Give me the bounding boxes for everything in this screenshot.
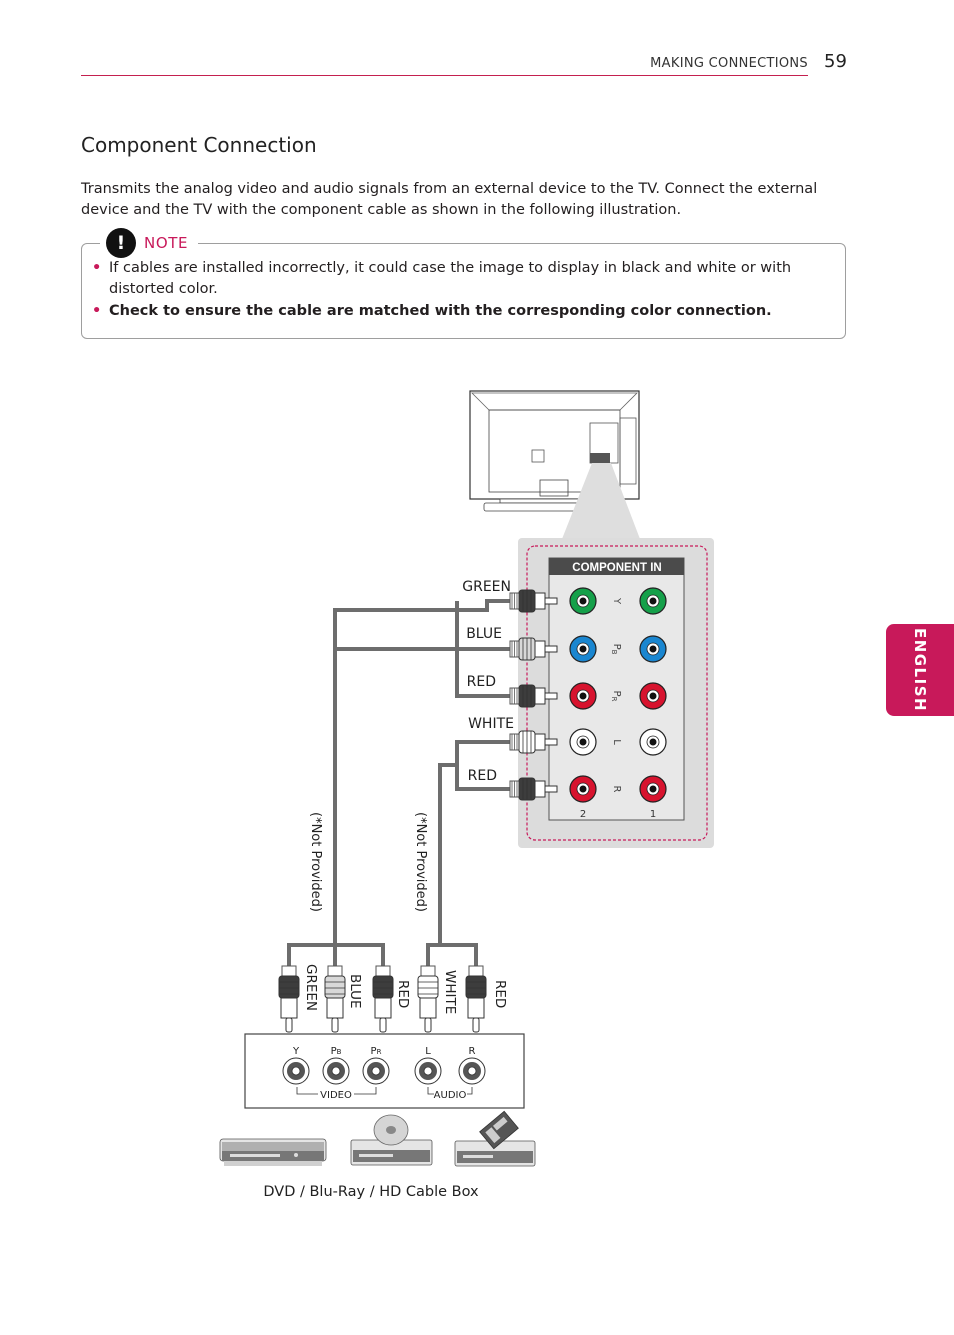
cable-label-red: RED [466, 674, 496, 690]
not-provided-video: (*Not Provided) [308, 812, 323, 912]
cable-label-red-audio: RED [467, 768, 497, 784]
tv-port-label-blue: $P_B$ [610, 643, 622, 655]
tv-port-label-white: L [611, 739, 622, 745]
device-jack-center [292, 1067, 300, 1075]
video-group-label: VIDEO [320, 1090, 352, 1101]
tv-jack-pin [580, 739, 587, 746]
bullet-icon: • [92, 260, 102, 276]
device-port-label-red: PR [370, 1046, 382, 1057]
cable-label-green: GREEN [462, 579, 511, 595]
tv-jack-pin [580, 786, 587, 793]
bullet-icon: • [92, 303, 102, 319]
tv-jack-pin [650, 598, 657, 605]
component-in-title: COMPONENT IN [572, 562, 662, 574]
tv-jack-pin [650, 739, 657, 746]
device-jack-center [332, 1067, 340, 1075]
device-plug-green [279, 966, 299, 1032]
language-tab-label: ENGLISH [911, 627, 929, 713]
plug-label-blue: BLUE [347, 974, 363, 1009]
tv-port-label-subscript: B [610, 649, 618, 655]
device-plug-white [418, 966, 438, 1032]
tv-port-label-subscript: R [610, 696, 618, 702]
tv-port-label-red: $P_R$ [610, 690, 622, 702]
input-number-1: 1 [649, 809, 657, 820]
header-section-title: MAKING CONNECTIONS [650, 56, 808, 71]
dvd-player-icon [220, 1139, 326, 1166]
device-port-label-green: Y [292, 1046, 300, 1057]
plug-label-red-audio: RED [492, 980, 508, 1009]
tv-jack-pin [580, 598, 587, 605]
plug-label-red: RED [395, 980, 411, 1009]
plug-label-white: WHITE [442, 970, 458, 1015]
device-jack-center [424, 1067, 432, 1075]
intro-paragraph: Transmits the analog video and audio signals from an external device to the TV. Connect the external device and the TV with the component cable as shown in the following illustration. [81, 181, 818, 218]
device-port-label-red-audio: R [468, 1046, 476, 1057]
device-plug-red-audio [466, 966, 486, 1032]
audio-group-label: AUDIO [433, 1090, 467, 1101]
page-number: 59 [824, 51, 847, 72]
device-port-label-subscript: B [336, 1048, 342, 1056]
device-plug-blue [325, 966, 345, 1032]
cable-wires [289, 601, 510, 975]
device-plug-red [373, 966, 393, 1032]
not-provided-audio: (*Not Provided) [413, 812, 428, 912]
tv-jack-pin [580, 693, 587, 700]
tv-port-label-green: Y [611, 597, 622, 605]
tv-jack-pin [650, 693, 657, 700]
tv-jack-pin [650, 786, 657, 793]
note-title: NOTE [144, 234, 189, 252]
tv-jack-pin [650, 646, 657, 653]
page-title: Component Connection [81, 133, 317, 157]
hd-cable-box-icon [455, 1111, 535, 1166]
note-item: • Check to ensure the cable are matched with the corresponding color connection. [92, 301, 802, 322]
device-port-label-blue: PB [330, 1046, 342, 1057]
exclamation-icon: ! [106, 228, 136, 258]
cable-label-white: WHITE [468, 716, 514, 732]
cable-label-blue: BLUE [466, 626, 502, 642]
devices-caption: DVD / Blu-Ray / HD Cable Box [263, 1184, 479, 1200]
tv-port-label-red-audio: R [611, 785, 622, 793]
input-number-2: 2 [579, 809, 587, 820]
plug-label-green: GREEN [303, 964, 319, 1011]
tv-jack-pin [580, 646, 587, 653]
device-jack-center [372, 1067, 380, 1075]
device-port-label-white: L [425, 1046, 431, 1057]
device-jack-center [468, 1067, 476, 1075]
blu-ray-player-icon [351, 1115, 432, 1165]
note-item: • If cables are installed incorrectly, it could case the image to display in black and white or with distorted color. [92, 260, 792, 297]
device-port-label-subscript: R [376, 1048, 382, 1056]
